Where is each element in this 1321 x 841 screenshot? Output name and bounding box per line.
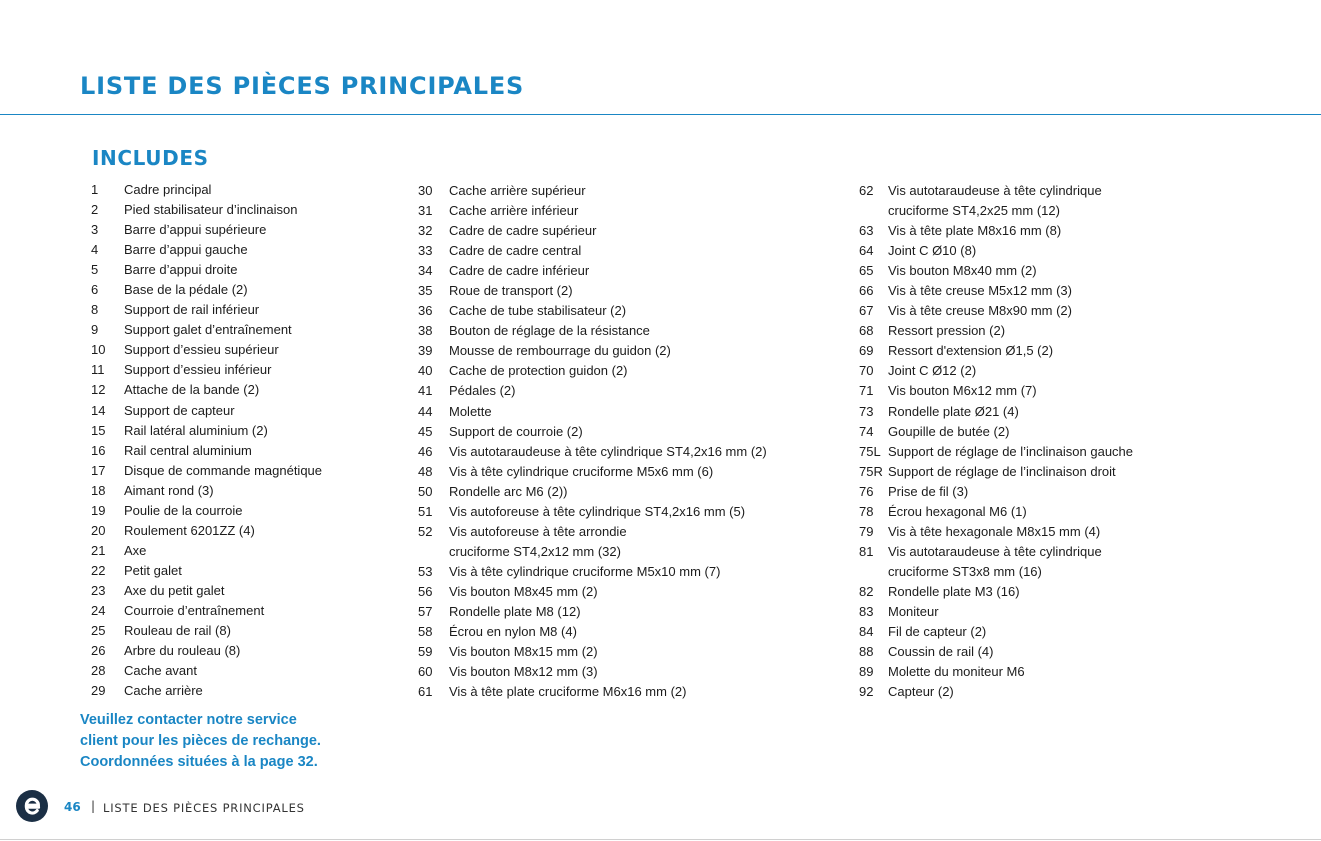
part-number xyxy=(859,562,888,582)
part-label: Vis à tête plate M8x16 mm (8) xyxy=(888,223,1062,239)
part-number: 10 xyxy=(91,342,106,358)
footer-separator: | xyxy=(91,799,96,813)
part-label: Vis autoforeuse à tête cylindrique ST4,2x16 mm (5) xyxy=(449,503,746,519)
list-item xyxy=(859,562,1133,582)
list-item xyxy=(418,622,767,642)
part-number: 30 xyxy=(418,183,433,198)
contact-note-line: client pour les pièces de rechange. xyxy=(80,733,321,749)
part-label: Prise de fil (3) xyxy=(888,483,969,499)
part-number: 24 xyxy=(91,602,106,618)
part-label: Roue de transport (2) xyxy=(449,283,573,299)
part-label: Arbre du rouleau (8) xyxy=(124,643,241,659)
part-number: 88 xyxy=(859,644,874,660)
part-number: 83 xyxy=(859,603,874,619)
part-label: Rondelle arc M6 (2)) xyxy=(449,483,568,499)
part-label: Support d’essieu supérieur xyxy=(124,342,279,358)
part-label: Petit galet xyxy=(124,562,182,578)
part-number: 36 xyxy=(418,303,433,319)
part-number: 34 xyxy=(418,263,433,279)
list-item xyxy=(859,502,1133,522)
list-item xyxy=(418,261,767,281)
list-item xyxy=(418,482,767,502)
part-label: Base de la pédale (2) xyxy=(124,282,248,298)
part-number: 2 xyxy=(91,202,99,218)
list-item xyxy=(418,502,767,522)
part-label: Mousse de rembourrage du guidon (2) xyxy=(449,343,671,359)
part-label: Roulement 6201ZZ (4) xyxy=(124,522,255,538)
list-item xyxy=(91,300,322,320)
list-item xyxy=(418,341,767,361)
part-number: 75L xyxy=(859,443,881,459)
part-label: Courroie d’entraînement xyxy=(124,602,265,618)
part-label: Ressort d'extension Ø1,5 (2) xyxy=(888,343,1054,359)
part-label: Joint C Ø10 (8) xyxy=(888,243,977,259)
list-item xyxy=(91,541,322,561)
part-label: Disque de commande magnétique xyxy=(124,462,323,478)
list-item xyxy=(859,221,1133,241)
list-item xyxy=(91,360,322,380)
list-item xyxy=(91,461,322,481)
part-label: cruciforme ST3x8 mm (16) xyxy=(888,563,1042,579)
list-item xyxy=(859,622,1133,642)
part-label: Attache de la bande (2) xyxy=(124,382,260,398)
part-label: Cache arrière xyxy=(124,683,203,699)
list-item xyxy=(859,341,1133,361)
part-label: Vis bouton M8x12 mm (3) xyxy=(449,664,598,680)
part-number: 74 xyxy=(859,423,874,439)
footer-divider xyxy=(0,839,1321,840)
part-number: 56 xyxy=(418,583,433,599)
list-item xyxy=(418,542,767,562)
part-number: 65 xyxy=(859,263,874,279)
contact-note-line: Veuillez contacter notre service xyxy=(80,712,297,728)
part-number: 63 xyxy=(859,223,874,239)
part-number xyxy=(859,201,888,221)
part-label: Vis autotaraudeuse à tête cylindrique xyxy=(888,543,1102,559)
part-number: 75R xyxy=(859,463,883,479)
footer-section-label: LISTE DES PIÈCES PRINCIPALES xyxy=(103,801,305,815)
part-label: Barre d’appui supérieure xyxy=(124,222,267,238)
part-label: Axe xyxy=(124,542,147,558)
list-item xyxy=(91,421,322,441)
part-number: 9 xyxy=(91,322,99,338)
part-number: 53 xyxy=(418,563,433,579)
list-item xyxy=(418,642,767,662)
part-number: 12 xyxy=(91,382,106,398)
part-label: Vis bouton M6x12 mm (7) xyxy=(888,383,1037,399)
list-item xyxy=(859,181,1133,201)
list-item xyxy=(91,441,322,461)
part-number: 20 xyxy=(91,522,106,538)
list-item xyxy=(91,320,322,340)
list-item xyxy=(859,301,1133,321)
part-label: Rondelle plate M8 (12) xyxy=(449,603,581,619)
list-item xyxy=(91,260,322,280)
part-label: Vis à tête creuse M8x90 mm (2) xyxy=(888,303,1072,319)
part-label: Vis autotaraudeuse à tête cylindrique xyxy=(888,183,1102,198)
list-item xyxy=(859,261,1133,281)
part-label: Vis à tête plate cruciforme M6x16 mm (2) xyxy=(449,684,687,700)
part-number: 18 xyxy=(91,482,106,498)
part-number: 51 xyxy=(418,503,433,519)
part-number: 66 xyxy=(859,283,874,299)
part-number: 41 xyxy=(418,383,433,399)
part-label: Support galet d’entraînement xyxy=(124,322,292,338)
part-number: 89 xyxy=(859,664,874,680)
part-number: 58 xyxy=(418,624,433,640)
part-number: 23 xyxy=(91,582,106,598)
part-number: 52 xyxy=(418,523,433,539)
part-number: 32 xyxy=(418,223,433,239)
list-item xyxy=(418,361,767,381)
list-item xyxy=(91,581,322,601)
brand-e-logo-glyph xyxy=(16,790,48,822)
list-item xyxy=(859,582,1133,602)
part-number: 64 xyxy=(859,243,874,259)
part-number: 26 xyxy=(91,643,106,659)
list-item xyxy=(91,681,322,701)
part-label: Vis autotaraudeuse à tête cylindrique ST4,2x16 mm (2) xyxy=(449,443,767,459)
list-item xyxy=(91,340,322,360)
list-item xyxy=(859,542,1133,562)
part-number: 4 xyxy=(91,242,99,258)
list-item xyxy=(91,661,322,681)
list-item xyxy=(418,522,767,542)
list-item xyxy=(418,281,767,301)
part-label: Support de réglage de l’inclinaison gauche xyxy=(888,443,1134,459)
list-item xyxy=(418,682,767,702)
part-label: Barre d’appui gauche xyxy=(124,242,248,258)
list-item xyxy=(418,402,767,422)
part-label: cruciforme ST4,2x25 mm (12) xyxy=(888,203,1060,219)
part-number: 40 xyxy=(418,363,433,379)
list-item xyxy=(418,662,767,682)
list-item xyxy=(859,402,1133,422)
list-item xyxy=(418,442,767,462)
list-item xyxy=(91,501,322,521)
part-number: 79 xyxy=(859,523,874,539)
part-number xyxy=(418,542,449,562)
list-item xyxy=(91,401,322,421)
part-number: 29 xyxy=(91,683,106,699)
contact-note-line: Coordonnées situées à la page 32. xyxy=(80,754,318,770)
part-number: 92 xyxy=(859,684,874,700)
part-number: 38 xyxy=(418,323,433,339)
part-number: 39 xyxy=(418,343,433,359)
part-label: Vis à tête creuse M5x12 mm (3) xyxy=(888,283,1072,299)
list-item xyxy=(859,442,1133,462)
list-item xyxy=(418,301,767,321)
part-number: 57 xyxy=(418,603,433,619)
list-item xyxy=(859,201,1133,221)
part-number: 50 xyxy=(418,483,433,499)
list-item xyxy=(418,181,767,201)
part-label: Moniteur xyxy=(888,603,939,619)
part-number: 44 xyxy=(418,403,433,419)
part-number: 48 xyxy=(418,463,433,479)
part-label: Vis autoforeuse à tête arrondie xyxy=(449,523,627,539)
part-label: Coussin de rail (4) xyxy=(888,644,994,660)
part-label: Rail latéral aluminium (2) xyxy=(124,422,268,438)
part-number: 15 xyxy=(91,422,106,438)
part-label: Cadre de cadre supérieur xyxy=(449,223,597,239)
list-item xyxy=(859,682,1133,702)
part-label: Barre d’appui droite xyxy=(124,262,238,278)
part-label: Support d’essieu inférieur xyxy=(124,362,272,378)
list-item xyxy=(91,561,322,581)
part-number: 25 xyxy=(91,623,106,639)
part-label: Ressort pression (2) xyxy=(888,323,1006,339)
list-item xyxy=(91,240,322,260)
part-number: 70 xyxy=(859,363,874,379)
list-item xyxy=(418,201,767,221)
title-divider xyxy=(0,114,1321,115)
part-label: Cadre principal xyxy=(124,182,212,197)
part-number: 8 xyxy=(91,302,99,318)
list-item xyxy=(418,422,767,442)
list-item xyxy=(91,601,322,621)
list-item xyxy=(859,281,1133,301)
list-item xyxy=(418,221,767,241)
list-item xyxy=(859,422,1133,442)
list-item xyxy=(418,321,767,341)
part-label: Écrou hexagonal M6 (1) xyxy=(888,503,1027,519)
list-item xyxy=(859,662,1133,682)
part-label: Pied stabilisateur d’inclinaison xyxy=(124,202,298,218)
part-number: 19 xyxy=(91,502,106,518)
list-item xyxy=(859,241,1133,261)
parts-list-column-1 xyxy=(91,180,322,701)
part-number: 5 xyxy=(91,262,99,278)
list-item xyxy=(91,481,322,501)
part-label: Cache arrière inférieur xyxy=(449,203,579,219)
part-number: 28 xyxy=(91,663,106,679)
list-item xyxy=(418,582,767,602)
list-item xyxy=(91,641,322,661)
part-label: Cadre de cadre central xyxy=(449,243,582,259)
list-item xyxy=(91,380,322,400)
section-heading-includes: INCLUDES xyxy=(92,146,209,170)
list-item xyxy=(418,462,767,482)
part-label: Cache de protection guidon (2) xyxy=(449,363,628,379)
part-label: Rouleau de rail (8) xyxy=(124,623,231,639)
list-item xyxy=(91,521,322,541)
part-number: 14 xyxy=(91,402,106,418)
part-label: Écrou en nylon M8 (4) xyxy=(449,624,577,640)
part-number: 6 xyxy=(91,282,99,298)
part-number: 61 xyxy=(418,684,433,700)
part-label: Vis à tête hexagonale M8x15 mm (4) xyxy=(888,523,1101,539)
list-item xyxy=(859,482,1133,502)
part-label: Cadre de cadre inférieur xyxy=(449,263,590,279)
part-label: Vis bouton M8x45 mm (2) xyxy=(449,583,598,599)
part-number: 67 xyxy=(859,303,874,319)
part-label: Support de courroie (2) xyxy=(449,423,583,439)
part-number: 35 xyxy=(418,283,433,299)
part-number: 31 xyxy=(418,203,433,219)
part-label: Rondelle plate Ø21 (4) xyxy=(888,403,1019,419)
part-number: 22 xyxy=(91,562,106,578)
list-item xyxy=(859,602,1133,622)
part-label: Cache arrière supérieur xyxy=(449,183,586,198)
parts-list-column-3 xyxy=(859,181,1133,702)
part-label: cruciforme ST4,2x12 mm (32) xyxy=(449,543,621,559)
part-number: 62 xyxy=(859,183,874,198)
part-label: Support de rail inférieur xyxy=(124,302,260,318)
list-item xyxy=(859,522,1133,542)
part-label: Cache de tube stabilisateur (2) xyxy=(449,303,627,319)
part-label: Molette du moniteur M6 xyxy=(888,664,1025,680)
part-label: Vis bouton M8x15 mm (2) xyxy=(449,644,598,660)
part-number: 69 xyxy=(859,343,874,359)
part-number: 76 xyxy=(859,483,874,499)
part-label: Poulie de la courroie xyxy=(124,502,243,518)
list-item xyxy=(418,602,767,622)
part-number: 81 xyxy=(859,543,874,559)
part-label: Support de capteur xyxy=(124,402,235,418)
part-number: 71 xyxy=(859,383,874,399)
part-number: 68 xyxy=(859,323,874,339)
part-label: Goupille de butée (2) xyxy=(888,423,1010,439)
list-item xyxy=(418,241,767,261)
part-number: 73 xyxy=(859,403,874,419)
part-number: 45 xyxy=(418,423,433,439)
footer-page-number: 46 xyxy=(64,800,81,814)
part-label: Cache avant xyxy=(124,663,197,679)
list-item xyxy=(859,381,1133,401)
part-number: 78 xyxy=(859,503,874,519)
part-number: 16 xyxy=(91,442,106,458)
list-item xyxy=(91,621,322,641)
list-item xyxy=(418,381,767,401)
part-number: 21 xyxy=(91,542,106,558)
part-label: Joint C Ø12 (2) xyxy=(888,363,977,379)
list-item xyxy=(91,280,322,300)
part-label: Rondelle plate M3 (16) xyxy=(888,583,1020,599)
part-label: Capteur (2) xyxy=(888,684,954,700)
list-item xyxy=(859,642,1133,662)
part-number: 82 xyxy=(859,583,874,599)
part-label: Aimant rond (3) xyxy=(124,482,214,498)
part-number: 60 xyxy=(418,664,433,680)
list-item xyxy=(859,462,1133,482)
brand-e-logo-icon xyxy=(16,790,48,822)
list-item xyxy=(418,562,767,582)
part-label: Axe du petit galet xyxy=(124,582,225,598)
part-number: 11 xyxy=(91,362,105,378)
list-item xyxy=(91,200,322,220)
part-label: Support de réglage de l’inclinaison droit xyxy=(888,463,1116,479)
part-label: Vis à tête cylindrique cruciforme M5x6 mm (6) xyxy=(449,463,714,479)
list-item xyxy=(859,361,1133,381)
part-label: Bouton de réglage de la résistance xyxy=(449,323,650,339)
part-number: 1 xyxy=(91,182,99,197)
part-number: 46 xyxy=(418,443,433,459)
part-number: 3 xyxy=(91,222,99,238)
list-item xyxy=(91,180,322,200)
page-title: LISTE DES PIÈCES PRINCIPALES xyxy=(80,72,525,100)
part-label: Vis bouton M8x40 mm (2) xyxy=(888,263,1037,279)
part-label: Molette xyxy=(449,403,492,419)
part-number: 33 xyxy=(418,243,433,259)
list-item xyxy=(859,321,1133,341)
part-number: 59 xyxy=(418,644,433,660)
part-number: 84 xyxy=(859,624,874,640)
list-item xyxy=(91,220,322,240)
part-label: Pédales (2) xyxy=(449,383,516,399)
part-label: Vis à tête cylindrique cruciforme M5x10 mm (7) xyxy=(449,563,721,579)
part-label: Fil de capteur (2) xyxy=(888,624,987,640)
part-label: Rail central aluminium xyxy=(124,442,252,458)
contact-note xyxy=(80,710,321,773)
part-number: 17 xyxy=(91,462,106,478)
parts-list-column-2 xyxy=(418,181,767,702)
